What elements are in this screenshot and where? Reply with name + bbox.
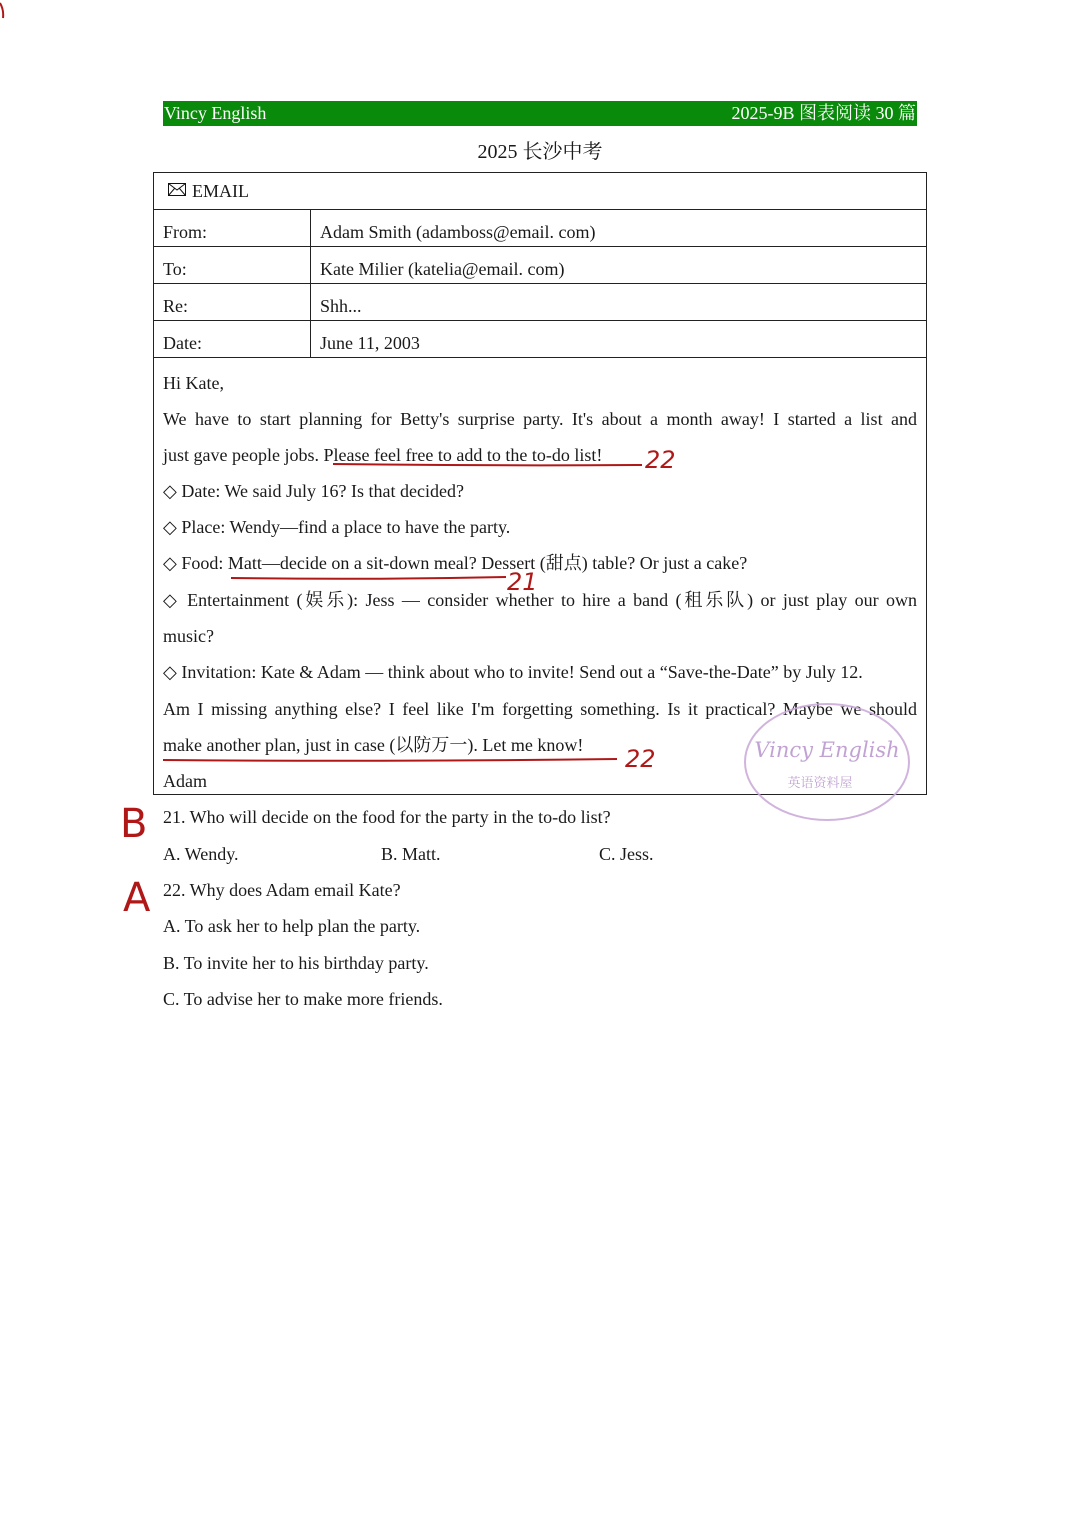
- todo-bullet: ◇: [163, 553, 177, 573]
- question-21-option-b: B. Matt.: [381, 844, 441, 864]
- email-signature: Adam: [163, 771, 207, 791]
- email-field-from: [154, 210, 926, 247]
- email-field-to: [154, 247, 926, 284]
- email-closing-line-1: Am I missing anything else? I feel like I'm forgetting something. Is it practical? Maybe we should: [163, 699, 917, 719]
- handwritten-mark-22-bottom: 22: [625, 745, 656, 773]
- todo-item-entertainment-line-2: music?: [163, 626, 214, 646]
- handwritten-answer-22: A: [123, 875, 151, 921]
- handwritten-answer-21: B: [120, 801, 148, 847]
- todo-item-invitation: [163, 660, 917, 684]
- from-label: From:: [163, 222, 208, 242]
- email-heading-label: EMAIL: [192, 180, 249, 201]
- handwritten-mark-22-top: 22: [645, 446, 676, 474]
- intro-line-2-underlined: Please feel free to add to the to-do list!: [323, 445, 603, 465]
- todo-food-rest: Dessert (甜点) table? Or just a cake?: [481, 553, 748, 573]
- todo-food-label: Food:: [181, 553, 224, 573]
- question-21-stem: 21. Who will decide on the food for the party in the to-do list?: [163, 807, 611, 827]
- email-field-re: [154, 284, 926, 321]
- question-22-stem: 22. Why does Adam email Kate?: [163, 880, 401, 900]
- todo-food-underlined: Matt—decide on a sit-down meal?: [227, 553, 477, 573]
- todo-text: Entertainment (娱乐): Jess — consider whether to hire a band (租乐队) or just play our own: [187, 590, 918, 610]
- re-value: Shh...: [320, 296, 362, 316]
- todo-text: Place: Wendy—find a place to have the party.: [181, 517, 511, 537]
- email-intro-line-1: We have to start planning for Betty's surprise party. It's about a month away! I started a list and: [163, 409, 917, 429]
- header-bar: [163, 101, 917, 126]
- question-22-option-a: A. To ask her to help plan the party.: [163, 916, 421, 936]
- re-label: Re:: [163, 296, 188, 316]
- todo-item-entertainment-line-1: [163, 588, 917, 612]
- header-right: 2025-9B 图表阅读 30 篇: [731, 103, 916, 123]
- email-intro-line-2: [163, 443, 917, 467]
- email-closing-line-2: make another plan, just in case (以防万一). Let me know!: [163, 735, 584, 755]
- question-21-option-a: A. Wendy.: [163, 844, 239, 864]
- todo-item-food: [163, 551, 917, 575]
- header-left: Vincy English: [164, 103, 267, 123]
- todo-item-date: [163, 479, 917, 503]
- email-greeting: Hi Kate,: [163, 373, 224, 393]
- question-22-option-c: C. To advise her to make more friends.: [163, 989, 443, 1009]
- todo-item-place: [163, 515, 917, 539]
- todo-bullet: ◇: [163, 590, 180, 610]
- email-table: [153, 172, 927, 795]
- exam-title: 2025 长沙中考: [477, 141, 603, 163]
- watermark-subtitle: 英语资料屋: [787, 776, 853, 791]
- intro-line-2-start: just gave people jobs.: [163, 445, 319, 465]
- margin-tick-mark: [0, 3, 3, 18]
- todo-text: Date: We said July 16? Is that decided?: [181, 481, 464, 501]
- to-label: To:: [163, 259, 187, 279]
- email-field-date: [154, 321, 926, 358]
- question-22-option-b: B. To invite her to his birthday party.: [163, 953, 429, 973]
- from-value: Adam Smith (adamboss@email. com): [320, 222, 596, 242]
- to-value: Kate Milier (katelia@email. com): [320, 259, 565, 279]
- question-21-option-c: C. Jess.: [599, 844, 654, 864]
- todo-bullet: ◇: [163, 481, 177, 501]
- todo-bullet: ◇: [163, 517, 177, 537]
- handwritten-mark-21: 21: [507, 568, 538, 596]
- todo-text: Invitation: Kate & Adam — think about who to invite! Send out a “Save-the-Date” by July 12.: [181, 662, 863, 682]
- date-label: Date:: [163, 333, 202, 353]
- email-heading: [154, 173, 926, 210]
- envelope-icon: [168, 183, 186, 196]
- date-value: June 11, 2003: [320, 333, 420, 353]
- watermark-brand: Vincy English: [754, 738, 900, 762]
- todo-bullet: ◇: [163, 662, 177, 682]
